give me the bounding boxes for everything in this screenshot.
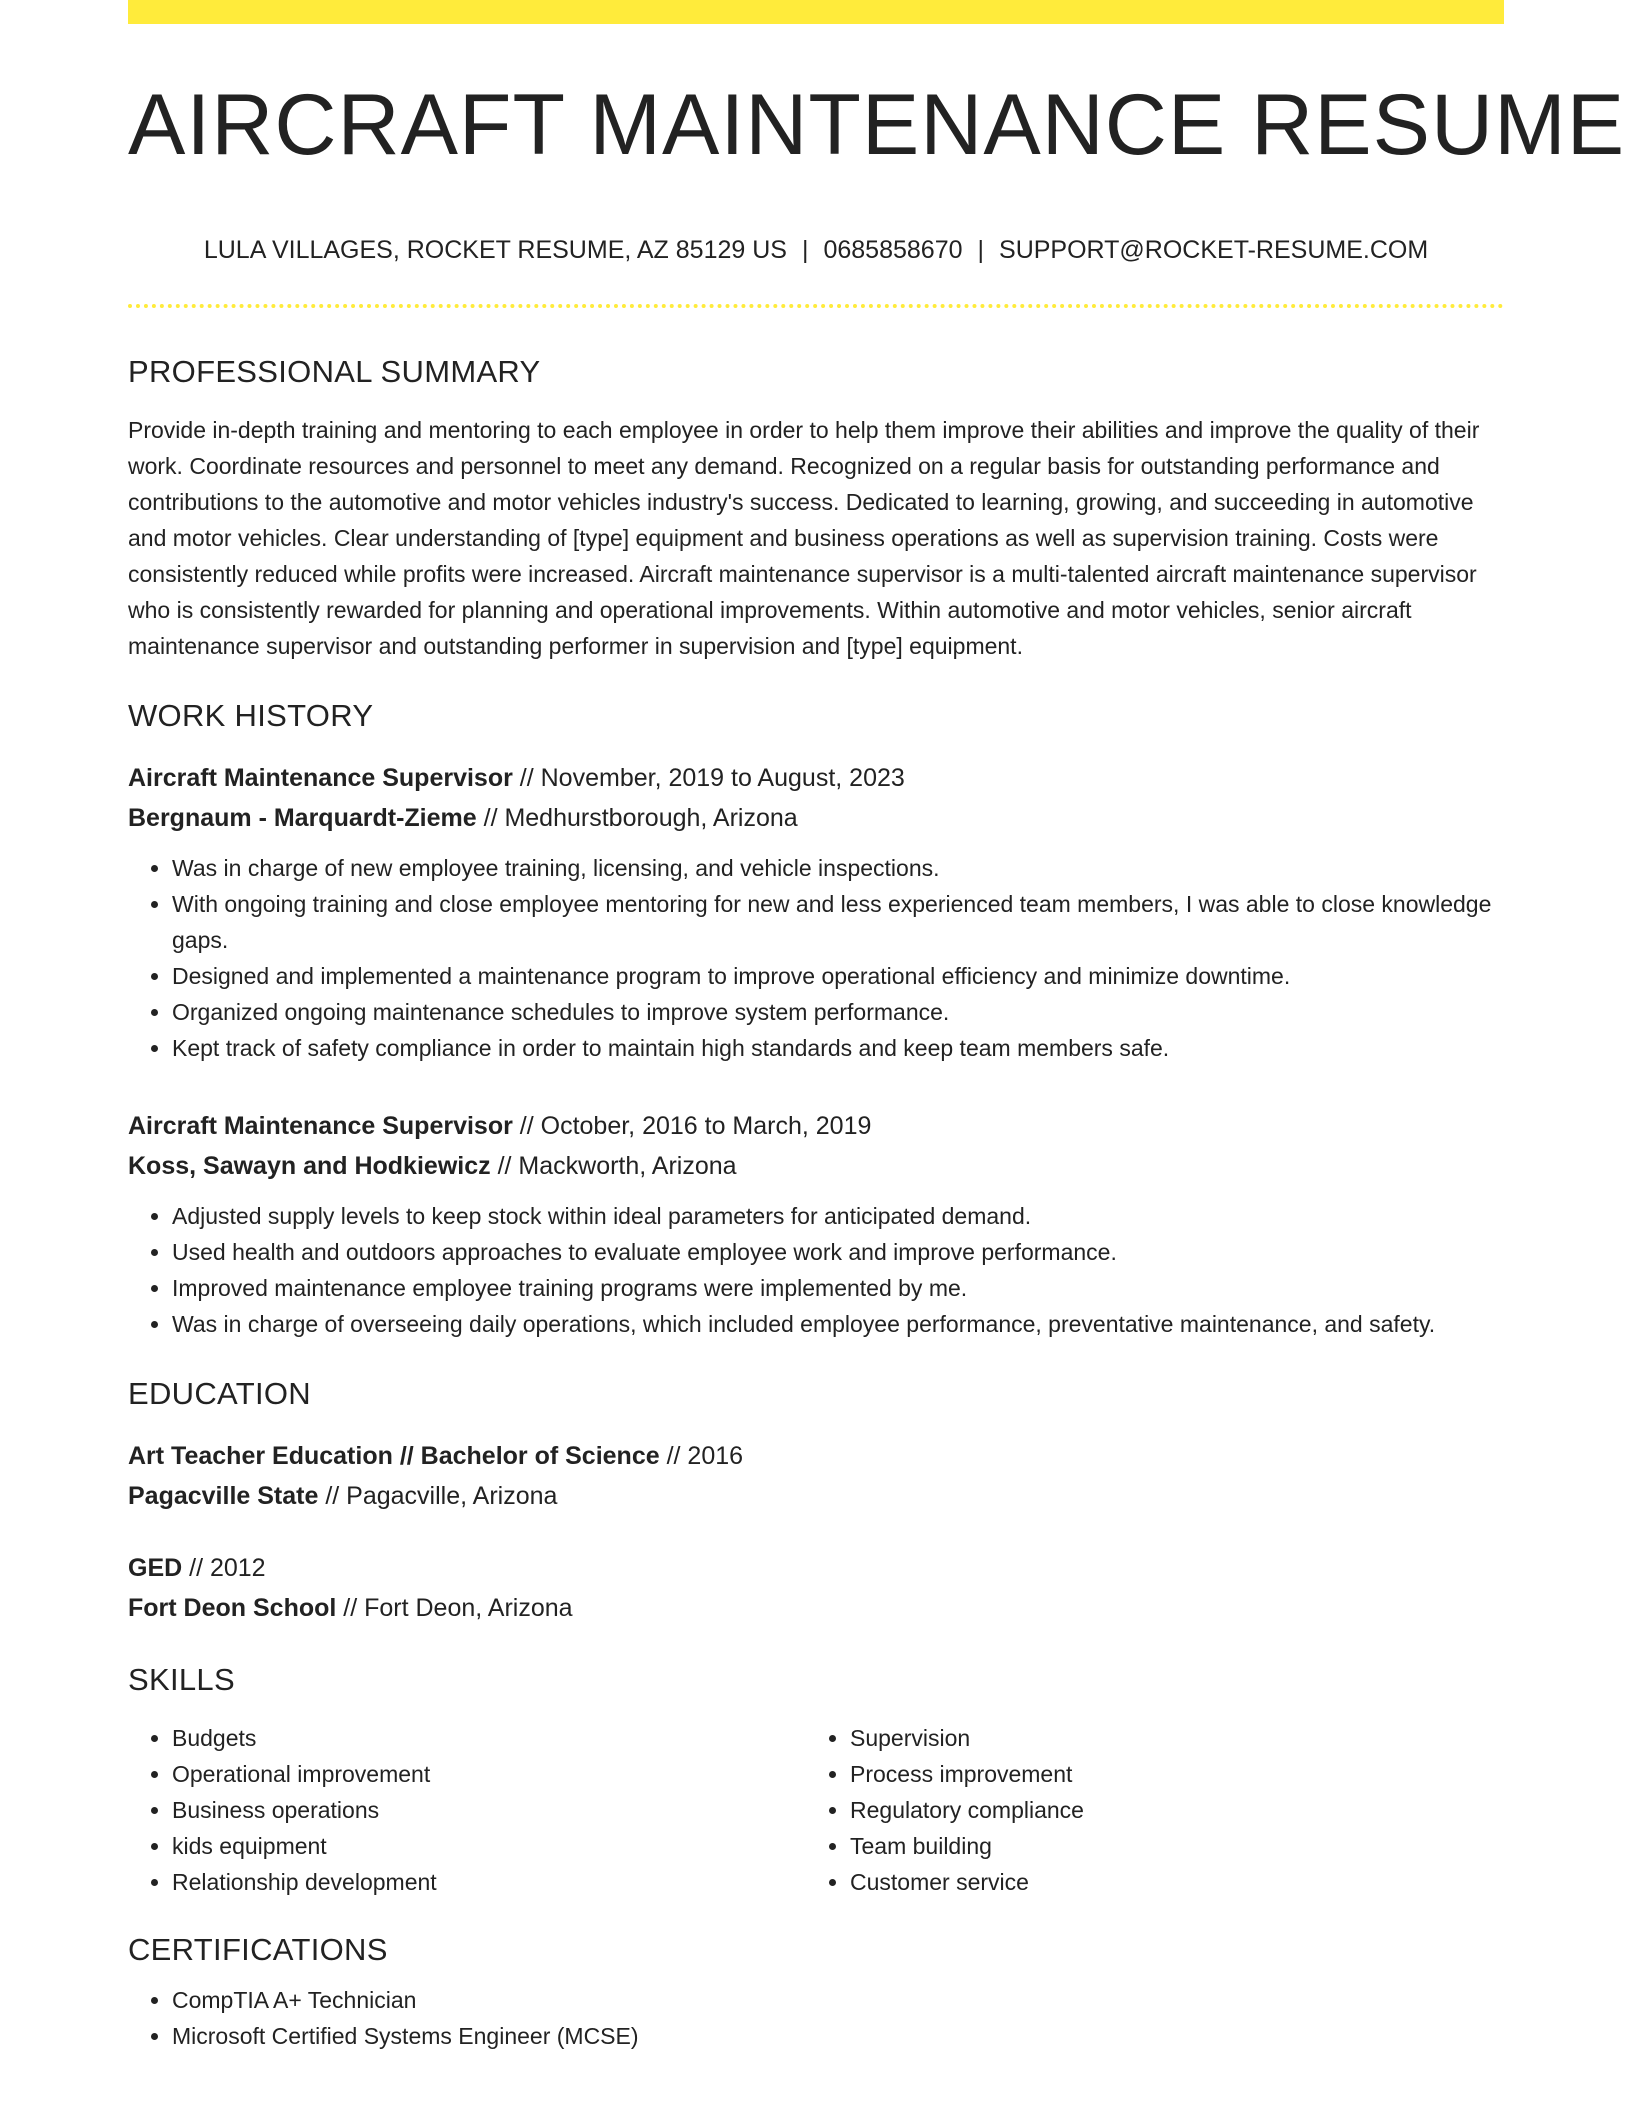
- contact-address: LULA VILLAGES, ROCKET RESUME, AZ 85129 US: [203, 236, 787, 264]
- job-company-line: [128, 1146, 1504, 1186]
- list-item: • Designed and implemented a maintenance program to improve operational efficiency and minimize downtime.: [172, 958, 1504, 994]
- job-title: Aircraft Maintenance Supervisor: [128, 1112, 513, 1140]
- top-accent-bar: [128, 0, 1504, 24]
- job-entry: [128, 1106, 1504, 1342]
- certifications-heading: CERTIFICATIONS: [128, 1932, 388, 1967]
- certification-item: • CompTIA A+ Technician: [172, 1982, 1504, 2018]
- education-school: Fort Deon School: [128, 1594, 337, 1622]
- job-dates: // October, 2016 to March, 2019: [512, 1112, 872, 1140]
- skills-list-left: [128, 1720, 806, 1900]
- skill-item: • Regulatory compliance: [850, 1792, 1484, 1828]
- job-dates: // November, 2019 to August, 2023: [512, 764, 905, 792]
- skill-item: • Budgets: [172, 1720, 806, 1756]
- contact-email[interactable]: SUPPORT@ROCKET-RESUME.COM: [999, 236, 1429, 264]
- contact-separator: |: [801, 236, 809, 264]
- job-company: Koss, Sawayn and Hodkiewicz: [128, 1152, 491, 1180]
- certification-item: • Microsoft Certified Systems Engineer (MCSE): [172, 2018, 1504, 2054]
- job-entry: [128, 758, 1504, 1066]
- education-location: // Fort Deon, Arizona: [336, 1594, 573, 1622]
- job-title: Aircraft Maintenance Supervisor: [128, 764, 513, 792]
- skill-item: • kids equipment: [172, 1828, 806, 1864]
- skills-columns: [128, 1720, 1504, 1900]
- education-degree-line: [128, 1436, 1504, 1476]
- resume-title: AIRCRAFT MAINTENANCE RESUME: [128, 77, 1626, 173]
- skills-list-right: [806, 1720, 1484, 1900]
- list-item: • Was in charge of overseeing daily operations, which included employee performance, preventative maintenance, and safety.: [172, 1306, 1504, 1342]
- education-degree: GED: [128, 1554, 183, 1582]
- certifications-list: [128, 1982, 1504, 2054]
- resume-page: [128, 0, 1626, 2054]
- list-item: • Improved maintenance employee training programs were implemented by me.: [172, 1270, 1504, 1306]
- education-location: // Pagacville, Arizona: [318, 1482, 558, 1510]
- header-divider: [128, 304, 1504, 308]
- job-company: Bergnaum - Marquardt-Zieme: [128, 804, 477, 832]
- skill-item: • Relationship development: [172, 1864, 806, 1900]
- list-item: • Was in charge of new employee training, licensing, and vehicle inspections.: [172, 850, 1504, 886]
- list-item: • With ongoing training and close employee mentoring for new and less experienced team members, I was able to close knowledge gaps.: [172, 886, 1504, 958]
- skill-item: • Process improvement: [850, 1756, 1484, 1792]
- contact-separator: |: [977, 236, 985, 264]
- skill-item: • Business operations: [172, 1792, 806, 1828]
- skills-heading: SKILLS: [128, 1662, 235, 1697]
- skill-item: • Operational improvement: [172, 1756, 806, 1792]
- summary-heading: PROFESSIONAL SUMMARY: [128, 354, 541, 389]
- job-location: // Mackworth, Arizona: [490, 1152, 737, 1180]
- skill-item: • Team building: [850, 1828, 1484, 1864]
- summary-text: Provide in-depth training and mentoring to each employee in order to help them improve their abilities and improve the quality of their work. Coordinate resources and personnel to meet any demand. Recognized on a regular basis for outstanding performance and contributions to the automotive and motor vehicles industry's success. Dedicated to learning, growing, and succeeding in automotive and motor vehicles. Clear understanding of [type] equipment and business operations as well as supervision training. Costs were consistently reduced while profits were increased. Aircraft maintenance supervisor is a multi-talented aircraft maintenance supervisor who is consistently rewarded for planning and operational improvements. Within automotive and motor vehicles, senior aircraft maintenance supervisor and outstanding performer in supervision and [type] equipment.: [128, 417, 1480, 659]
- contact-line: [128, 234, 1504, 266]
- education-year: // 2016: [659, 1442, 744, 1470]
- work-history-heading: WORK HISTORY: [128, 698, 374, 733]
- education-school-line: [128, 1588, 1504, 1628]
- list-item: • Kept track of safety compliance in order to maintain high standards and keep team members safe.: [172, 1030, 1504, 1066]
- skill-item: • Supervision: [850, 1720, 1484, 1756]
- job-bullet-list: [128, 1198, 1504, 1342]
- job-bullet-list: [128, 850, 1504, 1066]
- education-school: Pagacville State: [128, 1482, 319, 1510]
- contact-phone: 0685858670: [823, 236, 963, 264]
- job-title-line: [128, 1106, 1504, 1146]
- job-title-line: [128, 758, 1504, 798]
- list-item: • Organized ongoing maintenance schedules to improve system performance.: [172, 994, 1504, 1030]
- education-school-line: [128, 1476, 1504, 1516]
- job-company-line: [128, 798, 1504, 838]
- education-heading: EDUCATION: [128, 1376, 311, 1411]
- education-degree-line: [128, 1548, 1504, 1588]
- list-item: • Adjusted supply levels to keep stock within ideal parameters for anticipated demand.: [172, 1198, 1504, 1234]
- list-item: • Used health and outdoors approaches to evaluate employee work and improve performance.: [172, 1234, 1504, 1270]
- education-degree: Art Teacher Education // Bachelor of Science: [128, 1442, 660, 1470]
- education-entry: [128, 1436, 1504, 1516]
- education-year: // 2012: [182, 1554, 266, 1582]
- job-location: // Medhurstborough, Arizona: [476, 804, 798, 832]
- skill-item: • Customer service: [850, 1864, 1484, 1900]
- education-entry: [128, 1548, 1504, 1628]
